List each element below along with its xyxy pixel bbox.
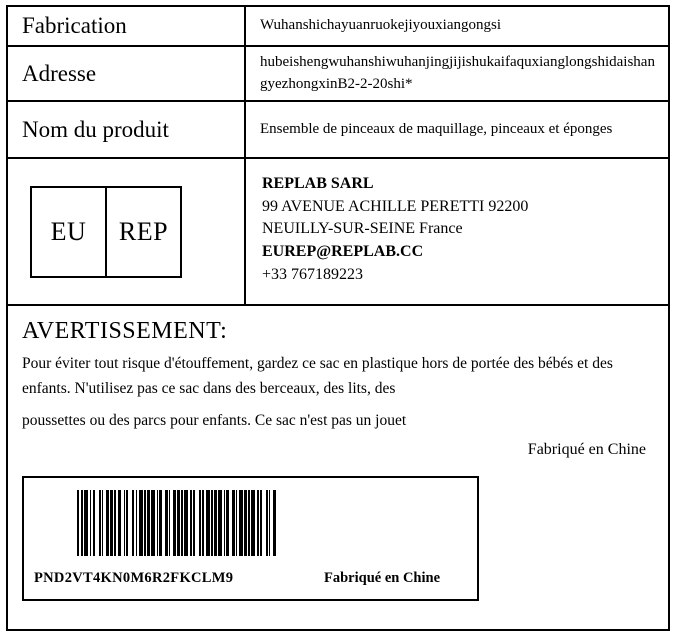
- barcode-origin-text: Fabriqué en Chine: [324, 570, 441, 586]
- field-label-adresse: Adresse: [8, 47, 246, 100]
- table-row-fabrication: [8, 7, 668, 47]
- eu-rep-company: REPLAB SARL: [262, 175, 374, 192]
- field-value-adresse: hubeishengwuhanshiwuhanjingjijishukaifaquxianglongshidaishangyezhongxinB2-2-20shi*: [260, 53, 655, 92]
- field-label-produit: Nom du produit: [8, 102, 246, 157]
- warning-body-last-line: poussettes ou des parcs pour enfants. Ce sac n'est pas un jouet: [22, 412, 407, 430]
- eu-rep-phone: +33 767189223: [262, 265, 364, 283]
- table-row-adresse: [8, 47, 668, 102]
- eu-rep-badge-cell: [8, 159, 246, 304]
- eu-rep-address-line-2: NEUILLY-SUR-SEINE France: [262, 220, 463, 238]
- field-value-produit: Ensemble de pinceaux de maquillage, pinceaux et éponges: [260, 120, 613, 137]
- barcode-code-text: PND2VT4KN0M6R2FKCLM9: [34, 570, 234, 586]
- eu-rep-badge-eu-text: EU: [32, 188, 107, 276]
- warning-body: [22, 351, 654, 433]
- eu-rep-badge-rep-text: REP: [118, 216, 169, 246]
- barcode-image: [77, 490, 423, 556]
- field-value-fabrication: Wuhanshichayuanruokejiyouxiangongsi: [260, 17, 502, 34]
- eu-rep-icon: [30, 186, 182, 278]
- eu-rep-address-line-1: 99 AVENUE ACHILLE PERETTI 92200: [262, 197, 529, 215]
- warning-title: AVERTISSEMENT:: [22, 318, 228, 344]
- eu-representative-section: [8, 159, 668, 306]
- warning-body-text: Pour éviter tout risque d'étouffement, gardez ce sac en plastique hors de portée des bébés et des enfants. N'utilisez pas ce sac dans des berceaux, des lits, des: [22, 355, 613, 398]
- barcode-panel: [22, 476, 479, 601]
- made-in-china-text: Fabriqué en Chine: [527, 441, 646, 459]
- eu-rep-email: EUREP@REPLAB.CC: [262, 243, 424, 261]
- label-sheet: [6, 5, 670, 631]
- barcode-bar: [276, 490, 277, 556]
- warning-section: [8, 306, 668, 459]
- table-row-produit: [8, 102, 668, 159]
- eu-rep-details: [246, 159, 668, 304]
- field-label-fabrication: Fabrication: [8, 7, 246, 45]
